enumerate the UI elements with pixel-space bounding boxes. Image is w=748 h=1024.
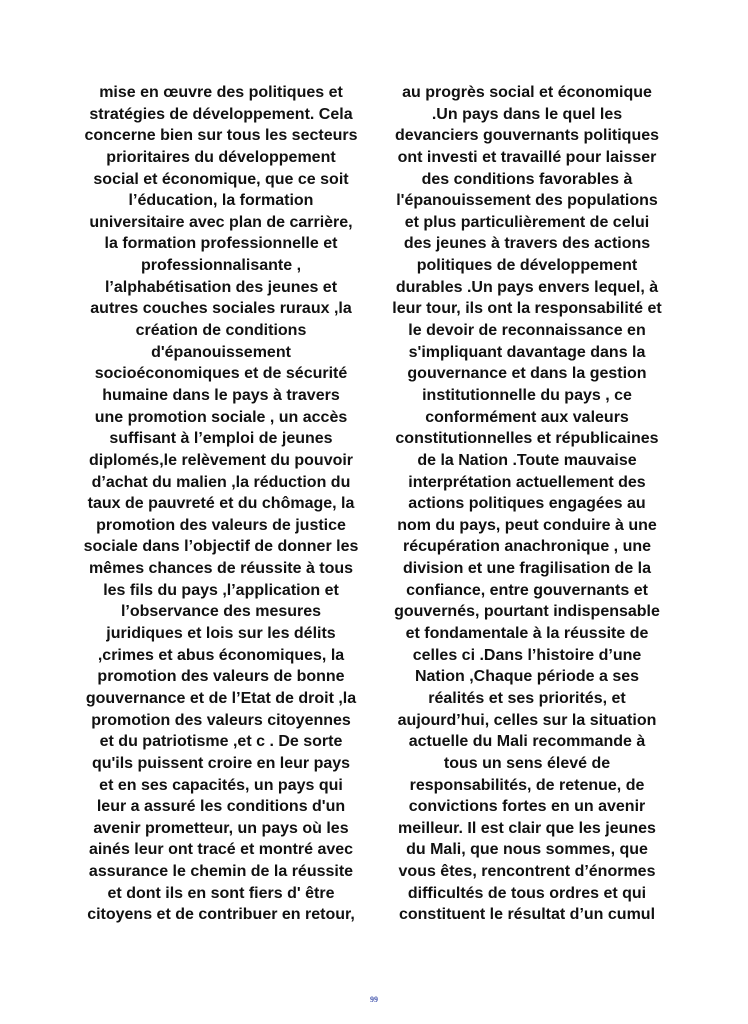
text-line: création de conditions	[135, 322, 307, 340]
text-line: juridiques et lois sur les délits	[106, 625, 336, 643]
text-line: promotion des valeurs citoyennes	[91, 711, 351, 729]
text-line: des conditions favorables à	[421, 170, 633, 188]
text-line: le devoir de reconnaissance en	[408, 322, 646, 340]
text-line: l’observance des mesures	[120, 603, 322, 621]
text-line: durables .Un pays envers lequel, à	[395, 278, 659, 296]
text-line: actuelle du Mali recommande à	[408, 733, 646, 751]
text-line: Nation ,Chaque période a ses	[414, 668, 640, 686]
text-line: et du patriotisme ,et c . De sorte	[99, 733, 343, 751]
text-line: ,crimes et abus économiques, la	[97, 646, 345, 664]
text-line: confiance, entre gouvernants et	[406, 581, 648, 599]
text-line: professionnalisante ,	[140, 257, 302, 275]
text-line: nom du pays, peut conduire à une	[397, 516, 657, 534]
text-line: institutionnelle du pays , ce	[422, 386, 632, 404]
text-line: qu'ils puissent croire en leur pays	[91, 754, 351, 772]
text-line: difficultés de tous ordres et qui	[407, 884, 647, 902]
text-line: prioritaires du développement	[106, 148, 336, 166]
text-line: diplomés,le relèvement du pouvoir	[88, 451, 354, 469]
text-line: interprétation actuellement des	[408, 473, 646, 491]
text-line: gouvernance et de l’Etat de droit ,la	[85, 689, 357, 707]
text-line: assurance le chemin de la réussite	[88, 863, 354, 881]
text-line: social et économique, que ce soit	[93, 170, 349, 188]
text-line: universitaire avec plan de carrière,	[89, 213, 353, 231]
text-line: s'impliquant davantage dans la	[408, 343, 646, 361]
text-line: stratégies de développement. Cela	[89, 105, 353, 123]
text-line: convictions fortes en un avenir	[408, 798, 646, 816]
text-line: des jeunes à travers des actions	[403, 235, 651, 253]
text-line: promotion des valeurs de justice	[96, 516, 346, 534]
text-line: concerne bien sur tous les secteurs	[84, 127, 358, 145]
text-line: leur a assuré les conditions d'un	[96, 798, 346, 816]
text-line: gouvernance et dans la gestion	[407, 365, 647, 383]
text-line: d’achat du malien ,la réduction du	[91, 473, 351, 491]
text-line: mise en œuvre des politiques et	[99, 84, 343, 101]
text-line: la formation professionnelle et	[104, 235, 338, 253]
text-line: vous êtes, rencontrent d’énormes	[398, 863, 656, 881]
text-column-right	[376, 82, 678, 926]
text-line: conformément aux valeurs	[425, 408, 629, 426]
text-line: responsabilités, de retenue, de	[409, 776, 645, 794]
text-line: ainés leur ont tracé et montré avec	[88, 841, 354, 859]
page-number: 99	[370, 995, 378, 1004]
text-line: politiques de développement	[416, 257, 638, 275]
text-line: devanciers gouvernants politiques	[394, 127, 660, 145]
text-line: taux de pauvreté et du chômage, la	[87, 495, 355, 513]
text-line: meilleur. Il est clair que les jeunes	[398, 819, 656, 837]
text-line: division et une fragilisation de la	[402, 560, 652, 578]
text-line: promotion des valeurs de bonne	[97, 668, 345, 686]
text-line: celles ci .Dans l’histoire d’une	[412, 646, 642, 664]
text-line: et fondamentale à la réussite de	[405, 625, 649, 643]
text-line: ont investi et travaillé pour laisser	[397, 148, 657, 166]
text-line: une promotion sociale , un accès	[94, 408, 348, 426]
text-line: d'épanouissement	[151, 343, 291, 361]
text-line: .Un pays dans le quel les	[431, 105, 623, 123]
text-line: réalités et ses priorités, et	[428, 689, 626, 707]
text-line: les fils du pays ,l’application et	[103, 581, 339, 599]
text-line: leur tour, ils ont la responsabilité et	[392, 300, 662, 318]
text-line: l'épanouissement des populations	[396, 192, 658, 210]
text-line: actions politiques engagées au	[408, 495, 646, 513]
text-line: du Mali, que nous sommes, que	[406, 841, 648, 859]
text-line: suffisant à l’emploi de jeunes	[109, 430, 333, 448]
text-line: sociale dans l’objectif de donner les	[83, 538, 359, 556]
text-line: mêmes chances de réussite à tous	[88, 560, 354, 578]
text-line: socioéconomiques et de sécurité	[94, 365, 348, 383]
text-line: citoyens et de contribuer en retour,	[87, 906, 355, 924]
text-column-left	[70, 82, 372, 926]
text-line: humaine dans le pays à travers	[102, 386, 340, 404]
text-line: aujourd’hui, celles sur la situation	[397, 711, 657, 729]
text-line: avenir prometteur, un pays où les	[93, 819, 349, 837]
text-line: gouvernés, pourtant indispensable	[394, 603, 660, 621]
text-line: l’éducation, la formation	[128, 192, 314, 210]
text-line: tous un sens élevé de	[443, 754, 611, 772]
text-line: et en ses capacités, un pays qui	[99, 776, 343, 794]
text-line: constituent le résultat d’un cumul	[398, 906, 656, 924]
text-line: autres couches sociales ruraux ,la	[90, 300, 352, 318]
text-line: au progrès social et économique	[402, 84, 652, 101]
text-line: constitutionnelles et républicaines	[395, 430, 659, 448]
text-line: et plus particulièrement de celui	[404, 213, 650, 231]
text-line: et dont ils en sont fiers d' être	[107, 884, 335, 902]
text-line: de la Nation .Toute mauvaise	[417, 451, 637, 469]
text-line: récupération anachronique , une	[402, 538, 652, 556]
text-line: l’alphabétisation des jeunes et	[104, 278, 338, 296]
